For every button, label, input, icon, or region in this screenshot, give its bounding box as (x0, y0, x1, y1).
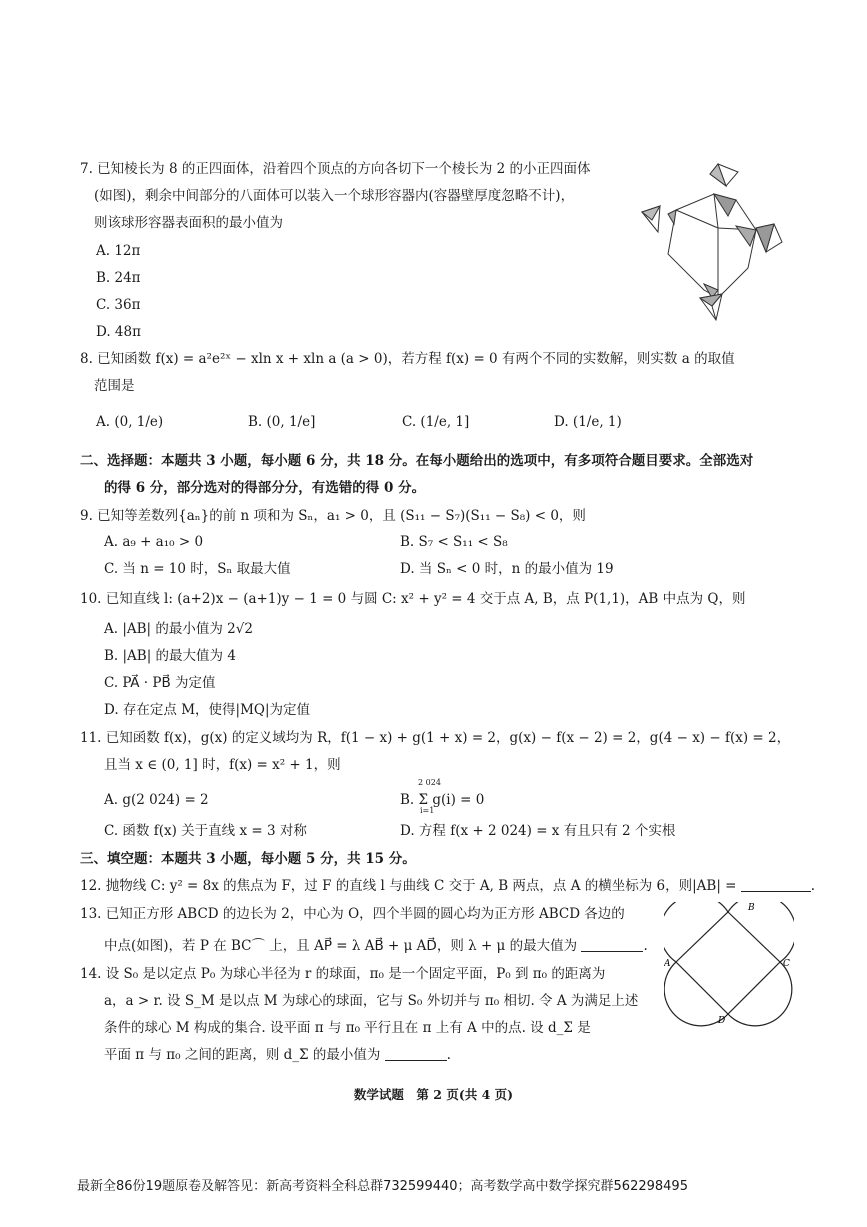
q13-label-a: A (664, 959, 671, 969)
q8-option-d: D. (1/e, 1) (554, 414, 622, 430)
q14-text: 平面 π 与 π₀ 之间的距离，则 d_Σ 的最小值为 (104, 1047, 381, 1063)
q14-line-2: a，a > r. 设 S_M 是以点 M 为球心的球面，它与 S₀ 外切并与 π₀ 相切. 令 A 为满足上述 (104, 993, 639, 1009)
q9-option-d: D. 当 Sₙ < 0 时，n 的最小值为 19 (400, 561, 614, 577)
q14-answer-blank[interactable] (385, 1048, 447, 1061)
q14-line-1: 14. 设 S₀ 是以定点 P₀ 为球心半径为 r 的球面，π₀ 是一个固定平面，P₀ 到 π₀ 的距离为 (80, 966, 606, 982)
q11-option-a: A. g(2 024) = 2 (104, 792, 209, 808)
page-footer: 数学试题 第 2 页(共 4 页) (353, 1087, 514, 1102)
q11-line-1: 11. 已知函数 f(x)，g(x) 的定义域均为 R，f(1 − x) + g(1 + x) = 2，g(x) − f(x − 2) = 2，g(4 − x) − f(x) = 2， (80, 730, 791, 746)
q7-line-2: (如图)，剩余中间部分的八面体可以装入一个球形容器内(容器壁厚度忽略不计)， (94, 188, 575, 204)
q13-line-2 (104, 937, 648, 955)
q8-option-c: C. (1/e, 1] (402, 414, 470, 430)
q10-option-c: C. PA⃗ · PB⃗ 为定值 (104, 675, 216, 691)
q11-option-d: D. 方程 f(x + 2 024) = x 有且只有 2 个实根 (400, 823, 676, 839)
q8-option-b: B. (0, 1/e] (248, 414, 316, 430)
q8-option-a: A. (0, 1/e) (96, 414, 164, 430)
q12-line (80, 877, 815, 895)
q13-text: 中点(如图)，若 P 在 BC⌒ 上，且 AP⃗ = λ AB⃗ + μ AD⃗，则 λ + μ 的最大值为 (104, 938, 578, 954)
q10-option-b: B. |AB| 的最大值为 4 (104, 648, 236, 664)
q12-answer-blank[interactable] (741, 879, 811, 892)
q10-option-a: A. |AB| 的最小值为 2√2 (104, 621, 253, 637)
section-3-heading: 三、填空题：本题共 3 小题，每小题 5 分，共 15 分。 (80, 851, 416, 867)
square-semicircles-figure (664, 902, 794, 1027)
q13-label-c: C (783, 959, 790, 969)
q11-sum-upper-limit: 2 024 (418, 778, 441, 787)
truncated-tetrahedron-figure (636, 158, 786, 328)
q12-period: . (810, 878, 816, 894)
q13-label-d: D (718, 1016, 726, 1026)
promo-text: 最新全86份19题原卷及解答见：新高考资料全科总群732599440；高考数学高中数学探究群562298495 (77, 1179, 688, 1194)
q14-line-4 (104, 1046, 451, 1064)
q9-stem: 9. 已知等差数列{aₙ}的前 n 项和为 Sₙ，a₁ > 0，且 (S₁₁ − S₇)(S₁₁ − S₈) < 0，则 (80, 508, 586, 524)
q14-line-3: 条件的球心 M 构成的集合. 设平面 π 与 π₀ 平行且在 π 上有 A 中的点. 设 d_Σ 是 (104, 1020, 591, 1036)
q11-option-b: B. Σ g(i) = 0 (400, 792, 485, 808)
q8-line-1: 8. 已知函数 f(x) = a²e²ˣ − xln x + xln a (a > 0)，若方程 f(x) = 0 有两个不同的实数解，则实数 a 的取值 (80, 351, 735, 367)
q9-option-a: A. a₉ + a₁₀ > 0 (104, 534, 204, 550)
section-2-heading-line-1: 二、选择题：本题共 3 小题，每小题 6 分，共 18 分。在每小题给出的选项中，有多项符合题目要求。全部选对 (80, 453, 754, 469)
q13-label-b: B (748, 903, 755, 913)
q11-option-c: C. 函数 f(x) 关于直线 x = 3 对称 (104, 823, 307, 839)
q10-stem: 10. 已知直线 l: (a+2)x − (a+1)y − 1 = 0 与圆 C: x² + y² = 4 交于点 A, B，点 P(1,1)，AB 中点为 Q，则 (80, 591, 746, 607)
q9-option-c: C. 当 n = 10 时，Sₙ 取最大值 (104, 561, 291, 577)
q7-option-d: D. 48π (96, 324, 141, 340)
q11-sum-lower-limit: i=1 (420, 806, 435, 815)
q7-line-3: 则该球形容器表面积的最小值为 (94, 215, 283, 231)
q7-option-b: B. 24π (96, 270, 141, 286)
q12-text: 12. 抛物线 C: y² = 8x 的焦点为 F，过 F 的直线 l 与曲线 C 交于 A, B 两点，点 A 的横坐标为 6，则|AB| = (80, 878, 737, 894)
q14-period: . (446, 1047, 451, 1063)
q7-option-a: A. 12π (96, 243, 141, 259)
q13-period: . (643, 938, 648, 954)
q13-answer-blank[interactable] (581, 939, 643, 952)
q9-option-b: B. S₇ < S₁₁ < S₈ (400, 534, 508, 550)
q7-line-1: 7. 已知棱长为 8 的正四面体，沿着四个顶点的方向各切下一个棱长为 2 的小正四面体 (80, 161, 591, 177)
q10-option-d: D. 存在定点 M，使得|MQ|为定值 (104, 702, 311, 718)
q7-option-c: C. 36π (96, 297, 141, 313)
section-2-heading-line-2: 的得 6 分，部分选对的得部分分，有选错的得 0 分。 (104, 480, 426, 496)
q8-line-2: 范围是 (94, 378, 135, 394)
q13-line-1: 13. 已知正方形 ABCD 的边长为 2，中心为 O，四个半圆的圆心均为正方形 ABCD 各边的 (80, 906, 625, 922)
q11-line-2: 且当 x ∈ (0, 1] 时，f(x) = x² + 1，则 (104, 757, 341, 773)
